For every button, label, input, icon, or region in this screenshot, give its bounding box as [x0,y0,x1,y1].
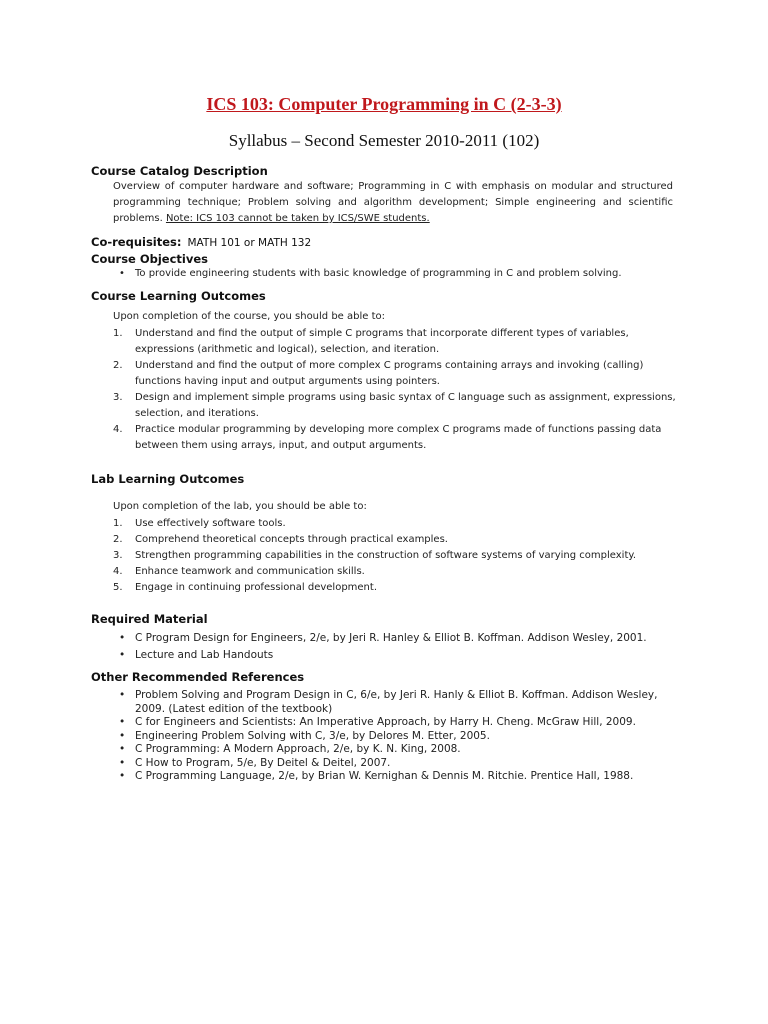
list-item: • Engineering Problem Solving with C, 3/e, by Delores M. Etter, 2005. [119,729,490,742]
bullet-icon: • [119,729,126,742]
list-item: 5. Engage in continuing professional development. [113,582,377,593]
list-item: • C Programming Language, 2/e, by Brian W. Kernighan & Dennis M. Ritchie. Prentice Hall, 1988. [119,770,634,782]
coreq-line [91,235,311,249]
course-outcomes-list [113,309,688,454]
list-item: • Problem Solving and Program Design in C, 6/e, by Jeri R. Hanly & Elliot B. Koffman. Addison Wesley, 2009. (Latest edition of the textbook) [119,689,658,715]
references-heading: Other Recommended References [91,670,305,684]
required-heading: Required Material [91,612,208,626]
list-item: • Lecture and Lab Handouts [113,647,688,664]
lab-outcomes-intro: Upon completion of the lab, you should be able to: [113,501,367,512]
page-subtitle: Syllabus – Second Semester 2010-2011 (102) [228,131,540,150]
lab-outcomes-heading: Lab Learning Outcomes [91,472,245,486]
list-item: 2. Comprehend theoretical concepts through practical examples. [113,534,448,545]
lab-outcomes-list [113,499,688,596]
catalog-heading: Course Catalog Description [91,164,268,178]
coreq-label: Co-requisites: [91,235,182,249]
bullet-icon: • [119,756,126,769]
list-item: 4. Practice modular programming by developing more complex C programs made of functions passing data between them using arrays, input, and output arguments. [113,424,662,451]
bullet-icon: • [119,268,125,279]
references-list [113,689,673,784]
list-item: 2. Understand and find the output of more complex C programs containing arrays and invoking (calling) functions having input and output arguments using pointers. [113,360,644,387]
coreq-value: MATH 101 or MATH 132 [187,237,312,249]
bullet-icon: • [119,716,126,728]
list-item: 3. Strengthen programming capabilities in the construction of software systems of varying complexity. [113,550,637,561]
list-item: • C Program Design for Engineers, 2/e, by Jeri R. Hanley & Elliot B. Koffman. Addison Wesley, 2001. [113,630,688,647]
catalog-note: Note: ICS 103 cannot be taken by ICS/SWE students. [165,213,430,224]
objectives-list [113,266,688,282]
course-outcomes-intro: Upon completion of the course, you should be able to: [113,311,385,322]
list-item: 1. Understand and find the output of simple C programs that incorporate different types of variables, expressions (arithmetic and logical), selection, and iteration. [113,328,629,355]
catalog-text: Overview of computer hardware and software; Programming in C with emphasis on modular and structured programming technique; Problem solving and algorithm development; Simple engineering and scientific problems. [113,181,673,224]
list-item: • C for Engineers and Scientists: An Imperative Approach, by Harry H. Cheng. McGraw Hill, 2009. [119,716,636,728]
list-item: 1. Use effectively software tools. [113,518,286,529]
bullet-icon: • [119,770,126,782]
bullet-icon: • [119,689,126,701]
objectives-heading: Course Objectives [91,252,208,266]
list-item: 3. Design and implement simple programs using basic syntax of C language such as assignment, expressions, selection, and iterations. [113,392,676,419]
bullet-icon: • [119,632,126,644]
page-title: ICS 103: Computer Programming in C (2-3-3) [206,94,562,114]
course-outcomes-heading: Course Learning Outcomes [91,289,266,303]
required-list [113,630,688,664]
list-item: • C How to Program, 5/e, By Deitel & Deitel, 2007. [119,756,391,769]
list-item: • To provide engineering students with basic knowledge of programming in C and problem solving. [113,266,688,282]
list-item: 4. Enhance teamwork and communication skills. [113,566,365,577]
bullet-icon: • [119,743,126,755]
list-item: • C Programming: A Modern Approach, 2/e, by K. N. King, 2008. [119,743,461,755]
catalog-description [113,179,673,227]
bullet-icon: • [119,649,126,661]
